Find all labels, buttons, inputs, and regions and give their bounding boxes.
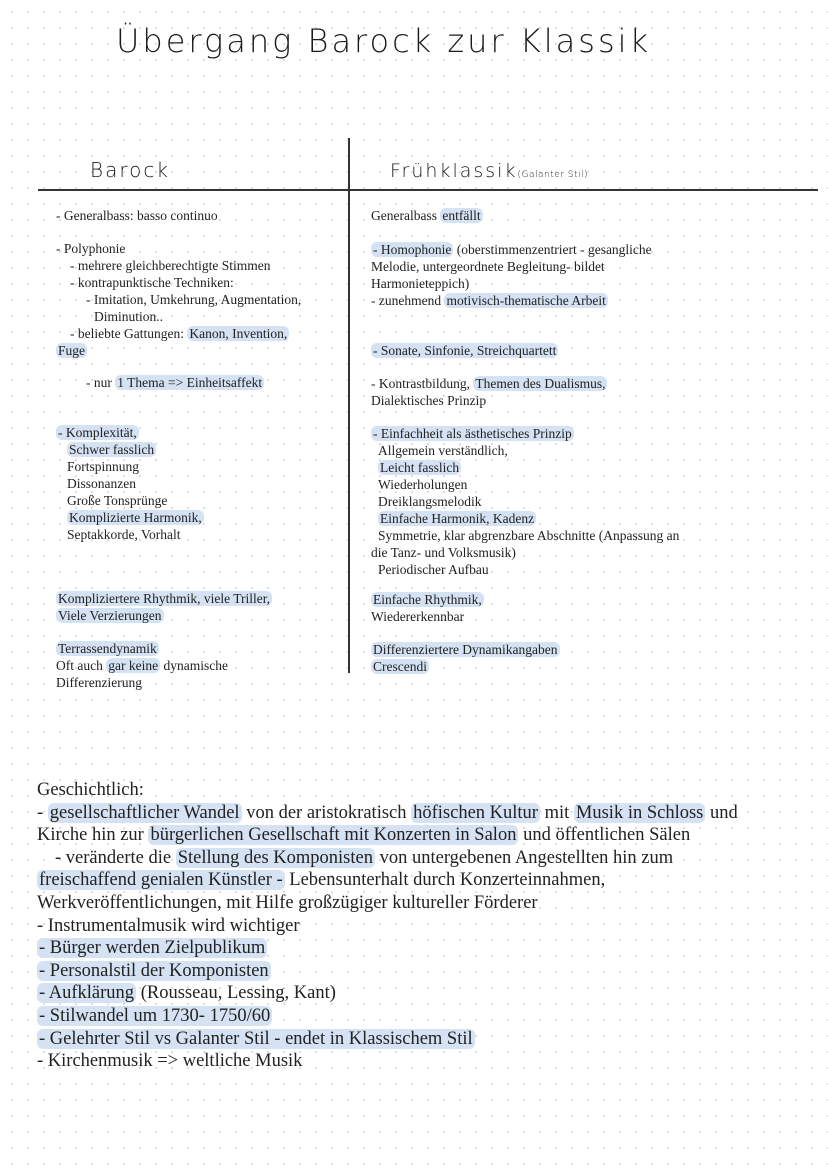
highlight: - Bürger werden Zielpublikum xyxy=(39,938,266,959)
text-line xyxy=(371,658,560,675)
text-line: Melodie, untergeordnete Begleitung- bildet xyxy=(371,259,605,274)
text-fragment: Oft auch xyxy=(56,658,107,673)
text-line: Allgemein verständlich, xyxy=(378,443,508,458)
highlight: - Aufklärung xyxy=(39,983,135,1004)
text-line xyxy=(56,607,272,624)
klassik-homophonie xyxy=(371,241,652,309)
history-section xyxy=(37,779,817,1073)
highlight: höfischen Kultur xyxy=(413,802,538,823)
highlight: - Komplexität, xyxy=(58,425,137,440)
text-fragment: - xyxy=(37,802,48,823)
text-line xyxy=(86,374,264,391)
klassik-einfachheit xyxy=(371,425,679,578)
text-line xyxy=(56,325,301,342)
highlight: Stellung des Komponisten xyxy=(177,847,373,868)
klassik-gattungen xyxy=(371,342,558,359)
text-fragment: - veränderte die xyxy=(55,847,176,868)
highlight: gar keine xyxy=(108,658,159,673)
history-line xyxy=(37,847,817,870)
text-line xyxy=(371,342,558,359)
text-line: Wiederholungen xyxy=(378,477,468,492)
history-line xyxy=(37,824,817,847)
text-line: - Imitation, Umkehrung, Augmentation, xyxy=(86,292,302,307)
text-line xyxy=(371,425,679,442)
text-line: Wiedererkennbar xyxy=(371,609,465,624)
highlight: Einfache Rhythmik, xyxy=(373,592,482,607)
highlight: motivisch-thematische Arbeit xyxy=(446,293,606,308)
text-fragment: von untergebenen Angestellten hin zum xyxy=(374,847,674,868)
barock-dynamik xyxy=(56,640,228,691)
history-line: - Kirchenmusik => weltliche Musik xyxy=(37,1051,303,1072)
text-line: Periodischer Aufbau xyxy=(378,562,489,577)
text-line: Dissonanzen xyxy=(67,476,136,491)
highlight: Einfache Harmonik, Kadenz xyxy=(380,511,535,526)
table-horizontal-divider xyxy=(38,189,818,191)
barock-komplexitaet xyxy=(56,424,204,543)
highlight: - Gelehrter Stil vs Galanter Stil - endet in Klassischem Stil xyxy=(39,1028,473,1049)
highlight: Fuge xyxy=(58,343,85,358)
text-line: Große Tonsprünge xyxy=(67,493,168,508)
column-heading-fruehklassik-text: Frühklassik xyxy=(390,160,518,182)
text-fragment: und xyxy=(705,802,738,823)
text-line: - Polyphonie xyxy=(56,241,126,256)
highlight: Musik in Schloss xyxy=(575,802,704,823)
highlight: Kanon, Invention, xyxy=(189,326,288,341)
text-line xyxy=(56,441,204,458)
text-line xyxy=(371,207,483,224)
text-fragment: - Kontrastbildung, xyxy=(371,376,474,391)
klassik-rhythmik xyxy=(371,591,484,625)
text-line: Dreiklangsmelodik xyxy=(378,494,482,509)
highlight: bürgerlichen Gesellschaft mit Konzerten in Salon xyxy=(150,825,517,846)
barock-polyphonie xyxy=(56,240,301,359)
text-line xyxy=(56,424,204,441)
highlight: Differenziertere Dynamikangaben xyxy=(373,642,558,657)
text-fragment: (oberstimmenzentriert - gesangliche xyxy=(453,242,652,257)
text-line: die Tanz- und Volksmusik) xyxy=(371,545,516,560)
klassik-dynamik xyxy=(371,641,560,675)
text-line: Diminution.. xyxy=(94,309,164,324)
highlight: - Einfachheit als ästhetisches Prinzip xyxy=(373,426,572,441)
text-fragment: Lebensunterhalt durch Konzerteinnahmen, xyxy=(284,870,606,891)
text-fragment: Generalbass xyxy=(371,208,441,223)
text-line: Dialektisches Prinzip xyxy=(371,393,487,408)
highlight: Viele Verzierungen xyxy=(58,608,162,623)
highlight: - Homophonie xyxy=(373,242,452,257)
highlight: Kompliziertere Rhythmik, viele Triller, xyxy=(58,591,271,606)
text-line: - kontrapunktische Techniken: xyxy=(70,275,234,290)
history-line xyxy=(37,1028,817,1051)
text-line xyxy=(56,509,204,526)
text-line xyxy=(371,292,652,309)
text-line: Harmonieteppich) xyxy=(371,276,470,291)
barock-generalbass xyxy=(56,207,218,224)
highlight: - Sonate, Sinfonie, Streichquartett xyxy=(373,343,557,358)
text-line xyxy=(371,241,652,258)
klassik-kontrast xyxy=(371,375,607,409)
column-heading-note: (Galanter Stil) xyxy=(517,170,589,180)
text-fragment: - beliebte Gattungen: xyxy=(70,326,188,341)
text-fragment: - nur xyxy=(86,375,116,390)
highlight: Schwer fasslich xyxy=(69,442,155,457)
highlight: Terrassendynamik xyxy=(58,641,157,656)
text-line xyxy=(56,657,228,674)
text-line: - mehrere gleichberechtigte Stimmen xyxy=(70,258,271,273)
text-line: Symmetrie, klar abgrenzbare Abschnitte (Anpassung an xyxy=(378,528,680,543)
highlight: Leicht fasslich xyxy=(380,460,460,475)
text-fragment: von der aristokratisch xyxy=(241,802,412,823)
text-fragment: Kirche hin zur xyxy=(37,825,149,846)
text-fragment: dynamische xyxy=(160,658,228,673)
barock-rhythmik xyxy=(56,590,272,624)
highlight: gesellschaftlicher Wandel xyxy=(49,802,240,823)
history-heading: Geschichtlich: xyxy=(37,780,144,800)
text-fragment: (Rousseau, Lessing, Kant) xyxy=(136,983,336,1004)
text-line xyxy=(371,459,679,476)
history-line xyxy=(37,937,817,960)
text-line xyxy=(56,590,272,607)
highlight: Komplizierte Harmonik, xyxy=(69,510,202,525)
highlight: freischaffend genialen Künstler - xyxy=(39,870,283,891)
table-vertical-divider xyxy=(348,138,350,673)
text-line: Differenzierung xyxy=(56,675,142,690)
history-line xyxy=(37,1005,817,1028)
text-line: Fortspinnung xyxy=(67,459,140,474)
column-heading-barock: Barock xyxy=(90,158,170,182)
text-line xyxy=(56,342,301,359)
highlight: - Personalstil der Komponisten xyxy=(39,960,269,981)
text-line xyxy=(371,591,484,608)
text-line: - Generalbass: basso continuo xyxy=(56,208,218,223)
highlight: Crescendi xyxy=(373,659,427,674)
text-fragment: - zunehmend xyxy=(371,293,445,308)
column-heading-fruehklassik xyxy=(390,160,588,182)
text-line xyxy=(56,640,228,657)
highlight: Themen des Dualismus, xyxy=(475,376,606,391)
text-fragment: und öffentlichen Sälen xyxy=(518,825,691,846)
highlight: - Stilwandel um 1730- 1750/60 xyxy=(39,1005,271,1026)
highlight: entfällt xyxy=(442,208,481,223)
history-line xyxy=(37,982,817,1005)
history-line: Werkveröffentlichungen, mit Hilfe großzügiger kultureller Förderer xyxy=(37,892,538,913)
text-line: Septakkorde, Vorhalt xyxy=(67,527,181,542)
highlight: 1 Thema => Einheitsaffekt xyxy=(117,375,263,390)
history-line xyxy=(37,802,817,825)
text-line xyxy=(371,641,560,658)
barock-thema xyxy=(86,374,264,391)
history-line xyxy=(37,869,817,892)
text-fragment: mit xyxy=(539,802,574,823)
klassik-generalbass xyxy=(371,207,483,224)
page-title: Übergang Barock zur Klassik xyxy=(116,22,652,60)
history-line xyxy=(37,960,817,983)
text-line xyxy=(371,510,679,527)
text-line xyxy=(371,375,607,392)
history-line: - Instrumentalmusik wird wichtiger xyxy=(37,915,300,936)
